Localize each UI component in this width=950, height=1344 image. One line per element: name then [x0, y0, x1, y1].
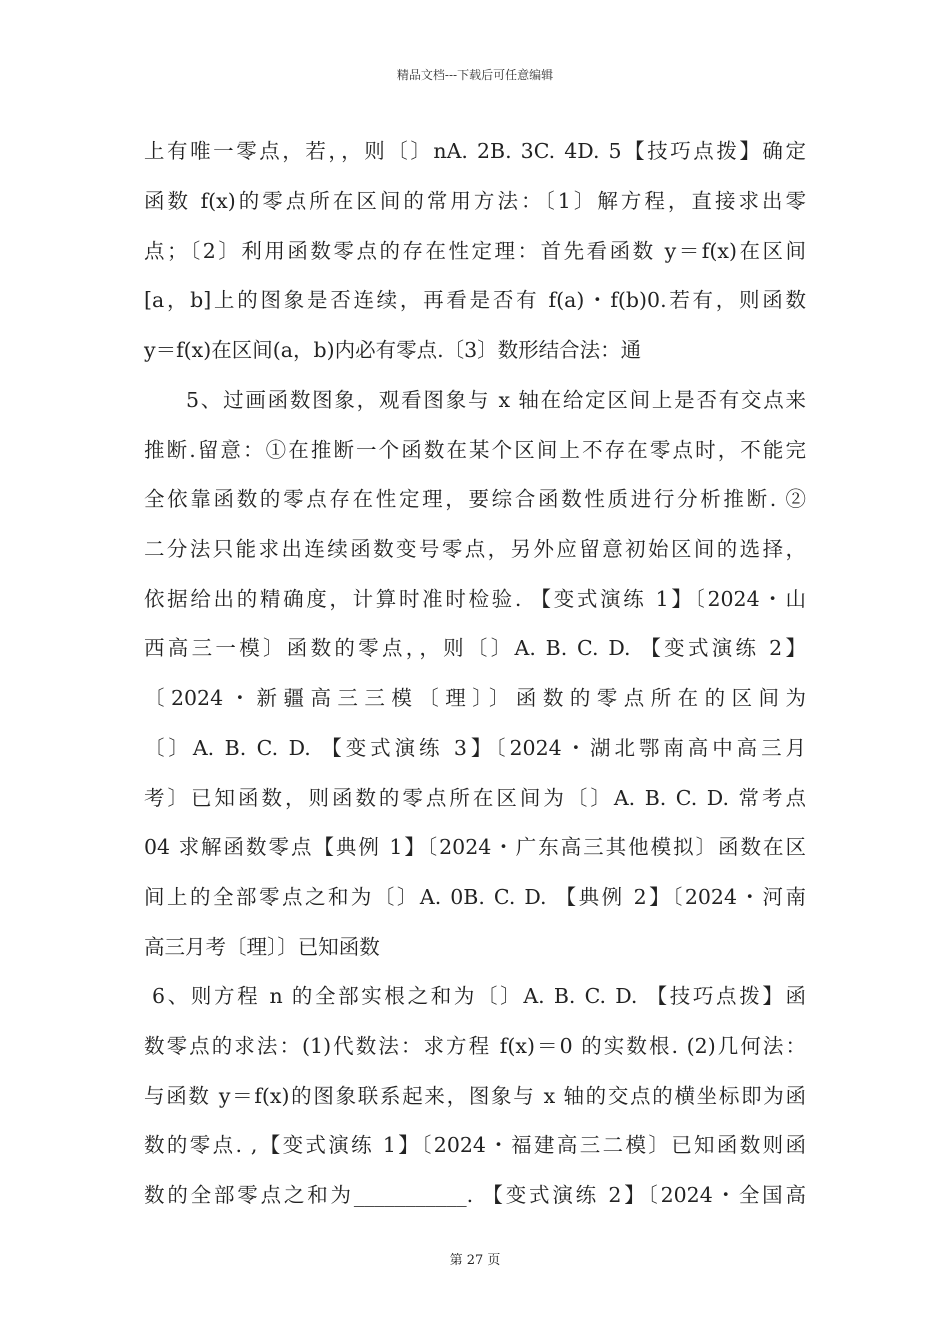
text-line: 与函数 y＝f(x)的图象联系起来，图象与 x 轴的交点的横坐标即为函: [144, 1084, 806, 1108]
text-line: 考〕已知函数，则函数的零点所在区间为〔〕A. B. C. D. 常考点: [144, 786, 806, 810]
text-line: 二分法只能求出连续函数变号零点，另外应留意初始区间的选择，: [144, 537, 806, 561]
text-line: y＝f(x)在区间(a，b)内必有零点.〔3〕数形结合法：通: [144, 338, 642, 362]
text-line: 〔2024・新疆高三三模〔理〕〕函数的零点所在的区间为: [144, 686, 806, 710]
text-line: 数的全部零点之和为___________. 【变式演练 2】〔2024・全国高: [144, 1183, 806, 1207]
text-line: 数零点的求法：(1)代数法：求方程 f(x)＝0 的实数根. (2)几何法：: [144, 1034, 806, 1058]
page-header: 精品文档---下载后可任意编辑: [396, 68, 554, 82]
text-line: 上有唯一零点，若，，则〔〕nA. 2B. 3C. 4D. 5【技巧点拨】确定: [144, 139, 806, 163]
text-line: 函数 f(x)的零点所在区间的常用方法：〔1〕解方程，直接求出零: [144, 189, 806, 213]
text-line: 6、则方程 n 的全部实根之和为〔〕A. B. C. D. 【技巧点拨】函: [152, 984, 806, 1008]
text-line: 〔〕A. B. C. D. 【变式演练 3】〔2024・湖北鄂南高中高三月: [144, 736, 806, 760]
text-line: 推断.留意：①在推断一个函数在某个区间上不存在零点时，不能完: [144, 438, 806, 462]
text-line: 全依靠函数的零点存在性定理，要综合函数性质进行分析推断. ②: [144, 487, 806, 511]
text-line: 5、过画函数图象，观看图象与 x 轴在给定区间上是否有交点来: [186, 388, 806, 412]
text-line: 间上的全部零点之和为〔〕A. 0B. C. D. 【典例 2】〔2024・河南: [144, 885, 806, 909]
text-line: 点；〔2〕利用函数零点的存在性定理：首先看函数 y＝f(x)在区间: [144, 239, 806, 263]
text-line: [a，b]上的图象是否连续，再看是否有 f(a)・f(b)0.若有，则函数: [144, 288, 806, 312]
text-line: 数的零点. ,【变式演练 1】〔2024・福建高三二模〕已知函数则函: [144, 1133, 806, 1157]
text-line: 04 求解函数零点【典例 1】〔2024・广东高三其他模拟〕函数在区: [144, 835, 806, 859]
text-line: 西高三一模〕函数的零点，，则〔〕A. B. C. D. 【变式演练 2】: [144, 636, 806, 660]
page-number: 第 27 页: [449, 1253, 501, 1268]
text-line: 依据给出的精确度，计算时准时检验. 【变式演练 1】〔2024・山: [144, 587, 806, 611]
text-line: 高三月考〔理〕〕已知函数: [144, 935, 380, 959]
